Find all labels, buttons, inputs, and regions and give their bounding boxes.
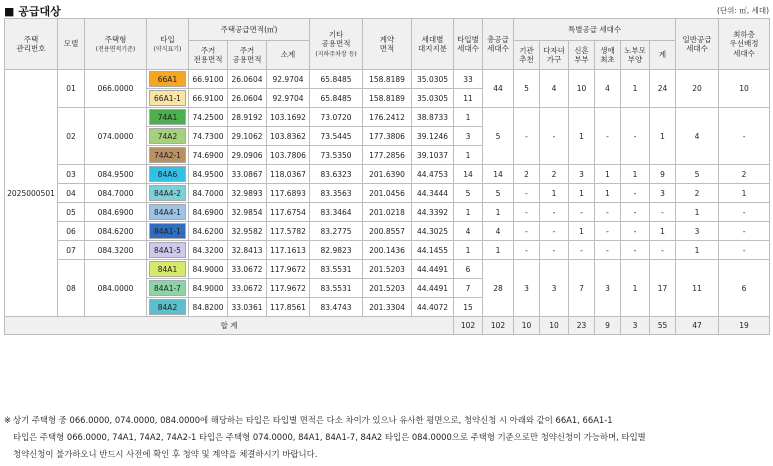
multi-child-units-cell: 3 xyxy=(540,260,569,317)
total-units-header: 총공급 세대수 xyxy=(483,19,514,70)
type-badge: 84A1 xyxy=(149,261,186,277)
other-common-cell: 65.8485 xyxy=(310,89,363,108)
type-cell xyxy=(147,89,189,108)
type-cell xyxy=(147,184,189,203)
contract-area-cell: 158.8189 xyxy=(363,89,412,108)
subtotal-cell: 117.6893 xyxy=(267,184,310,203)
multi-child-units-cell: 1 xyxy=(540,184,569,203)
newlywed-header: 신혼 부부 xyxy=(569,41,595,70)
exclusive-area-cell: 66.9100 xyxy=(189,70,228,89)
lowest-floor-units-cell: - xyxy=(719,203,770,222)
exclusive-area-cell: 84.7000 xyxy=(189,184,228,203)
subtotal-cell: 117.1613 xyxy=(267,241,310,260)
totals-newlywed-units: 23 xyxy=(569,317,595,335)
land-share-header: 세대별 대지지분 xyxy=(412,19,454,70)
other-common-cell: 83.5531 xyxy=(310,279,363,298)
other-common-cell: 73.5445 xyxy=(310,127,363,146)
supply-table xyxy=(4,18,770,335)
subtotal-cell: 117.6754 xyxy=(267,203,310,222)
exclusive-area-header: 주거 전용면적 xyxy=(189,41,228,70)
first-time-units-cell: 4 xyxy=(595,70,621,108)
newlywed-units-cell: 7 xyxy=(569,260,595,317)
section-title: ■ 공급대상 xyxy=(4,5,61,18)
elderly-parent-units-cell: 1 xyxy=(621,70,650,108)
land-share-cell: 35.0305 xyxy=(412,89,454,108)
first-time-units-cell: - xyxy=(595,108,621,165)
land-share-cell: 38.8733 xyxy=(412,108,454,127)
type-badge: 84A1-7 xyxy=(149,280,186,296)
housing-type-cell: 084.7000 xyxy=(85,184,147,203)
type-units-cell: 1 xyxy=(454,203,483,222)
note-line-1: 상기 주택형 중 066.0000, 074.0000, 084.0000에 해당하는 타입은 타입별 면적은 다소 차이가 있으나 유사한 평면으로, 청약신청 시 아래와 같이 66A1, 66A1-1 xyxy=(13,415,613,425)
newlywed-units-cell: 1 xyxy=(569,222,595,241)
unit-label: (단위: ㎡, 세대) xyxy=(716,6,769,15)
totals-multi-child-units: 10 xyxy=(540,317,569,335)
model-cell: 01 xyxy=(58,70,85,108)
common-area-cell: 33.0867 xyxy=(228,165,267,184)
lowest-floor-units-cell: - xyxy=(719,108,770,165)
exclusive-area-cell: 84.3200 xyxy=(189,241,228,260)
common-area-cell: 28.9192 xyxy=(228,108,267,127)
subtotal-cell: 103.1692 xyxy=(267,108,310,127)
housing-type-cell: 084.3200 xyxy=(85,241,147,260)
general-units-cell: 2 xyxy=(676,184,719,203)
table-row xyxy=(5,241,770,260)
first-time-units-cell: - xyxy=(595,203,621,222)
totals-general-units: 47 xyxy=(676,317,719,335)
institution-units-cell: - xyxy=(514,203,540,222)
lowest-floor-units-cell: - xyxy=(719,222,770,241)
lowest-floor-units-cell: 10 xyxy=(719,70,770,108)
common-area-cell: 33.0672 xyxy=(228,279,267,298)
note-line-3: 청약신청이 불가하오니 반드시 사전에 확인 후 청약 및 계약을 체결하시기 바랍니다. xyxy=(13,449,318,459)
general-units-cell: 1 xyxy=(676,203,719,222)
contract-area-cell: 201.5203 xyxy=(363,279,412,298)
other-common-cell: 83.4743 xyxy=(310,298,363,317)
exclusive-area-cell: 84.9500 xyxy=(189,165,228,184)
exclusive-area-cell: 84.6200 xyxy=(189,222,228,241)
total-units-cell: 4 xyxy=(483,222,514,241)
elderly-parent-units-cell: - xyxy=(621,108,650,165)
first-time-units-cell: - xyxy=(595,241,621,260)
other-common-cell: 83.5531 xyxy=(310,260,363,279)
type-units-cell: 1 xyxy=(454,241,483,260)
contract-area-cell: 177.2856 xyxy=(363,146,412,165)
elderly-parent-header: 노부모 부양 xyxy=(621,41,650,70)
type-badge: 84A4-1 xyxy=(149,204,186,220)
subtotal-cell: 117.9672 xyxy=(267,260,310,279)
first-time-units-cell: 1 xyxy=(595,184,621,203)
special-sum-header: 계 xyxy=(650,41,676,70)
institution-units-cell: - xyxy=(514,108,540,165)
newlywed-units-cell: - xyxy=(569,203,595,222)
multi-child-units-cell: - xyxy=(540,241,569,260)
land-share-cell: 44.3025 xyxy=(412,222,454,241)
lowest-floor-units-cell: 1 xyxy=(719,184,770,203)
special-sum-units-cell: 3 xyxy=(650,184,676,203)
elderly-parent-units-cell: 1 xyxy=(621,165,650,184)
type-cell xyxy=(147,222,189,241)
model-cell: 03 xyxy=(58,165,85,184)
housing-type-cell: 084.0000 xyxy=(85,260,147,317)
exclusive-area-cell: 84.6900 xyxy=(189,203,228,222)
type-units-cell: 3 xyxy=(454,127,483,146)
contract-area-header: 계약 면적 xyxy=(363,19,412,70)
subtotal-cell: 103.7806 xyxy=(267,146,310,165)
general-units-cell: 11 xyxy=(676,260,719,317)
land-share-cell: 39.1246 xyxy=(412,127,454,146)
exclusive-area-cell: 74.7300 xyxy=(189,127,228,146)
exclusive-area-cell: 74.6900 xyxy=(189,146,228,165)
other-common-cell: 73.5350 xyxy=(310,146,363,165)
footnote xyxy=(4,412,769,463)
totals-type-units: 102 xyxy=(454,317,483,335)
elderly-parent-units-cell: - xyxy=(621,203,650,222)
type-header: 타입 (약식표기) xyxy=(147,19,189,70)
table-row xyxy=(5,203,770,222)
first-time-units-cell: 1 xyxy=(595,165,621,184)
contract-area-cell: 201.0218 xyxy=(363,203,412,222)
table-row xyxy=(5,70,770,89)
housing-type-cell: 084.6200 xyxy=(85,222,147,241)
general-units-cell: 4 xyxy=(676,108,719,165)
total-units-cell: 5 xyxy=(483,184,514,203)
totals-label: 합 계 xyxy=(5,317,454,335)
type-badge: 84A1-5 xyxy=(149,242,186,258)
first-time-units-cell: - xyxy=(595,222,621,241)
elderly-parent-units-cell: - xyxy=(621,184,650,203)
special-sum-units-cell: - xyxy=(650,241,676,260)
housing-type-header: 주택형 (전용면적기준) xyxy=(85,19,147,70)
total-units-cell: 1 xyxy=(483,241,514,260)
general-units-cell: 3 xyxy=(676,222,719,241)
contract-area-cell: 177.3806 xyxy=(363,127,412,146)
other-common-cell: 83.3464 xyxy=(310,203,363,222)
type-cell xyxy=(147,203,189,222)
common-area-cell: 32.9893 xyxy=(228,184,267,203)
general-units-cell: 5 xyxy=(676,165,719,184)
table-row xyxy=(5,222,770,241)
housing-type-cell: 074.0000 xyxy=(85,108,147,165)
type-units-header: 타입별 세대수 xyxy=(454,19,483,70)
subtotal-cell: 92.9704 xyxy=(267,89,310,108)
subtotal-cell: 118.0367 xyxy=(267,165,310,184)
type-badge: 84A4-2 xyxy=(149,185,186,201)
common-area-cell: 32.9854 xyxy=(228,203,267,222)
multi-child-units-cell: 2 xyxy=(540,165,569,184)
land-share-cell: 44.4072 xyxy=(412,298,454,317)
note-symbol: ※ xyxy=(4,415,12,425)
type-cell xyxy=(147,146,189,165)
common-area-cell: 32.8413 xyxy=(228,241,267,260)
complex-no-header: 주택 관리번호 xyxy=(5,19,58,70)
type-cell xyxy=(147,108,189,127)
newlywed-units-cell: 1 xyxy=(569,184,595,203)
type-units-cell: 4 xyxy=(454,222,483,241)
contract-area-cell: 176.2412 xyxy=(363,108,412,127)
special-sum-units-cell: 24 xyxy=(650,70,676,108)
totals-institution-units: 10 xyxy=(514,317,540,335)
institution-units-cell: - xyxy=(514,184,540,203)
common-area-cell: 32.9582 xyxy=(228,222,267,241)
common-area-cell: 26.0604 xyxy=(228,70,267,89)
other-common-header: 기타 공용면적 (지하주차장 등) xyxy=(310,19,363,70)
institution-units-cell: 3 xyxy=(514,260,540,317)
land-share-cell: 44.4491 xyxy=(412,279,454,298)
multi-child-units-cell: - xyxy=(540,203,569,222)
multi-child-header: 다자녀 가구 xyxy=(540,41,569,70)
type-cell xyxy=(147,127,189,146)
totals-special-sum-units: 55 xyxy=(650,317,676,335)
multi-child-units-cell: - xyxy=(540,108,569,165)
contract-area-cell: 201.3304 xyxy=(363,298,412,317)
exclusive-area-cell: 84.9000 xyxy=(189,279,228,298)
newlywed-units-cell: 3 xyxy=(569,165,595,184)
elderly-parent-units-cell: - xyxy=(621,241,650,260)
type-units-cell: 1 xyxy=(454,146,483,165)
institution-units-cell: 5 xyxy=(514,70,540,108)
table-row xyxy=(5,108,770,127)
subtotal-cell: 103.8362 xyxy=(267,127,310,146)
type-units-cell: 7 xyxy=(454,279,483,298)
supply-area-header: 주택공급면적(㎡) xyxy=(189,19,310,41)
lowest-floor-units-cell: 2 xyxy=(719,165,770,184)
lowest-floor-header: 최하층 우선배정 세대수 xyxy=(719,19,770,70)
type-badge: 66A1-1 xyxy=(149,90,186,106)
totals-total-units: 102 xyxy=(483,317,514,335)
type-cell xyxy=(147,241,189,260)
lowest-floor-units-cell: 6 xyxy=(719,260,770,317)
type-badge: 84A2 xyxy=(149,299,186,315)
totals-row xyxy=(5,317,770,335)
type-badge: 74A1 xyxy=(149,109,186,125)
other-common-cell: 82.9823 xyxy=(310,241,363,260)
elderly-parent-units-cell: - xyxy=(621,222,650,241)
type-cell xyxy=(147,165,189,184)
housing-type-cell: 084.9500 xyxy=(85,165,147,184)
special-supply-header: 특별공급 세대수 xyxy=(514,19,676,41)
subtotal-cell: 117.5782 xyxy=(267,222,310,241)
total-units-cell: 14 xyxy=(483,165,514,184)
land-share-cell: 44.4491 xyxy=(412,260,454,279)
special-sum-units-cell: 17 xyxy=(650,260,676,317)
institution-units-cell: - xyxy=(514,241,540,260)
table-row xyxy=(5,165,770,184)
model-cell: 07 xyxy=(58,241,85,260)
note-line-2: 타입은 주택형 066.0000, 74A1, 74A2, 74A2-1 타입은 주택형 074.0000, 84A1, 84A1-7, 84A2 타입은 084.0000으로 주택형 기준으로만 청약신청이 가능하며, 타입별 xyxy=(13,432,646,442)
totals-first-time-units: 9 xyxy=(595,317,621,335)
housing-type-cell: 066.0000 xyxy=(85,70,147,108)
common-area-cell: 26.0604 xyxy=(228,89,267,108)
first-time-units-cell: 3 xyxy=(595,260,621,317)
total-units-cell: 44 xyxy=(483,70,514,108)
total-units-cell: 1 xyxy=(483,203,514,222)
subtotal-header: 소계 xyxy=(267,41,310,70)
exclusive-area-cell: 66.9100 xyxy=(189,89,228,108)
contract-area-cell: 200.1436 xyxy=(363,241,412,260)
other-common-cell: 73.0720 xyxy=(310,108,363,127)
lowest-floor-units-cell: - xyxy=(719,241,770,260)
special-sum-units-cell: 9 xyxy=(650,165,676,184)
newlywed-units-cell: 1 xyxy=(569,108,595,165)
type-cell xyxy=(147,298,189,317)
type-badge: 74A2-1 xyxy=(149,147,186,163)
subtotal-cell: 117.9672 xyxy=(267,279,310,298)
type-cell xyxy=(147,260,189,279)
common-area-cell: 33.0361 xyxy=(228,298,267,317)
contract-area-cell: 201.0456 xyxy=(363,184,412,203)
type-badge: 74A2 xyxy=(149,128,186,144)
contract-area-cell: 200.8557 xyxy=(363,222,412,241)
housing-type-cell: 084.6900 xyxy=(85,203,147,222)
special-sum-units-cell: 1 xyxy=(650,222,676,241)
type-units-cell: 6 xyxy=(454,260,483,279)
other-common-cell: 83.6323 xyxy=(310,165,363,184)
exclusive-area-cell: 84.8200 xyxy=(189,298,228,317)
model-header: 모델 xyxy=(58,19,85,70)
exclusive-area-cell: 84.9000 xyxy=(189,260,228,279)
type-units-cell: 33 xyxy=(454,70,483,89)
type-badge: 84A6 xyxy=(149,166,186,182)
multi-child-units-cell: 4 xyxy=(540,70,569,108)
other-common-cell: 65.8485 xyxy=(310,70,363,89)
type-cell xyxy=(147,279,189,298)
special-sum-units-cell: 1 xyxy=(650,108,676,165)
land-share-cell: 44.3392 xyxy=(412,203,454,222)
elderly-parent-units-cell: 1 xyxy=(621,260,650,317)
totals-elderly-parent-units: 3 xyxy=(621,317,650,335)
first-time-header: 생애 최초 xyxy=(595,41,621,70)
type-units-cell: 15 xyxy=(454,298,483,317)
table-row xyxy=(5,184,770,203)
common-area-cell: 29.1062 xyxy=(228,127,267,146)
common-area-cell: 33.0672 xyxy=(228,260,267,279)
model-cell: 06 xyxy=(58,222,85,241)
model-cell: 05 xyxy=(58,203,85,222)
totals-lowest-floor-units: 19 xyxy=(719,317,770,335)
general-units-cell: 1 xyxy=(676,241,719,260)
type-cell xyxy=(147,70,189,89)
land-share-cell: 44.3444 xyxy=(412,184,454,203)
newlywed-units-cell: - xyxy=(569,241,595,260)
model-cell: 08 xyxy=(58,260,85,317)
land-share-cell: 39.1037 xyxy=(412,146,454,165)
institution-units-cell: - xyxy=(514,222,540,241)
type-badge: 66A1 xyxy=(149,71,186,87)
total-units-cell: 5 xyxy=(483,108,514,165)
type-units-cell: 5 xyxy=(454,184,483,203)
land-share-cell: 44.1455 xyxy=(412,241,454,260)
model-cell: 02 xyxy=(58,108,85,165)
institution-units-cell: 2 xyxy=(514,165,540,184)
contract-area-cell: 158.8189 xyxy=(363,70,412,89)
type-badge: 84A1-1 xyxy=(149,223,186,239)
land-share-cell: 44.4753 xyxy=(412,165,454,184)
multi-child-units-cell: - xyxy=(540,222,569,241)
common-area-header: 주거 공용면적 xyxy=(228,41,267,70)
special-sum-units-cell: - xyxy=(650,203,676,222)
subtotal-cell: 117.8561 xyxy=(267,298,310,317)
type-units-cell: 1 xyxy=(454,108,483,127)
general-supply-header: 일반공급 세대수 xyxy=(676,19,719,70)
institution-header: 기관 추천 xyxy=(514,41,540,70)
exclusive-area-cell: 74.2500 xyxy=(189,108,228,127)
contract-area-cell: 201.6390 xyxy=(363,165,412,184)
type-units-cell: 11 xyxy=(454,89,483,108)
newlywed-units-cell: 10 xyxy=(569,70,595,108)
other-common-cell: 83.3563 xyxy=(310,184,363,203)
complex-no-cell: 2025000501 xyxy=(5,70,58,317)
type-units-cell: 14 xyxy=(454,165,483,184)
table-row xyxy=(5,260,770,279)
model-cell: 04 xyxy=(58,184,85,203)
common-area-cell: 29.0906 xyxy=(228,146,267,165)
subtotal-cell: 92.9704 xyxy=(267,70,310,89)
total-units-cell: 28 xyxy=(483,260,514,317)
contract-area-cell: 201.5203 xyxy=(363,260,412,279)
general-units-cell: 20 xyxy=(676,70,719,108)
land-share-cell: 35.0305 xyxy=(412,70,454,89)
other-common-cell: 83.2775 xyxy=(310,222,363,241)
